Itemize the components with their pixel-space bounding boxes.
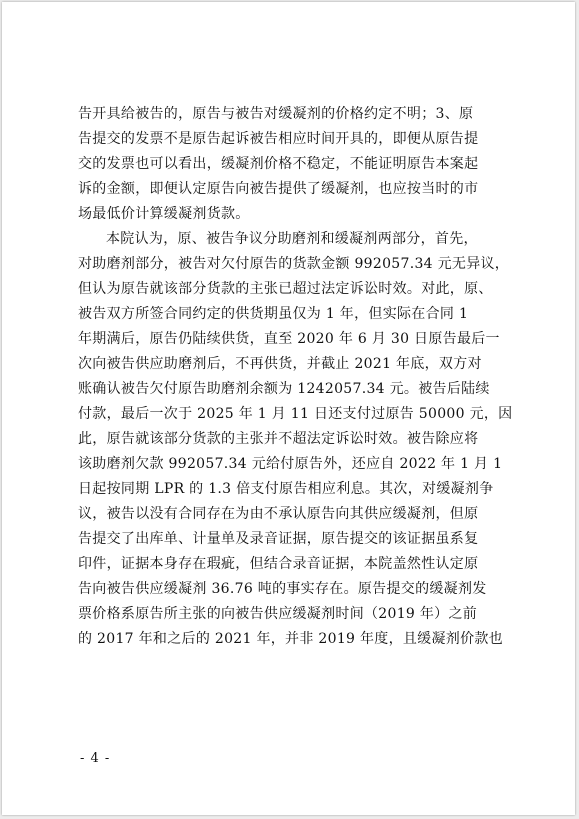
text-line: 交的发票也可以看出，缓凝剂价格不稳定，不能证明原告本案起 xyxy=(78,156,479,172)
text-line: 诉的金额，即便认定原告向被告提供了缓凝剂，也应按当时的市 xyxy=(78,181,479,197)
text-line: 该助磨剂欠款 992057.34 元给付原告外，还应自 2022 年 1 月 1 xyxy=(78,456,503,472)
paragraph-first-line: 本院认为，原、被告争议分助磨剂和缓凝剂两部分，首先， xyxy=(106,231,478,247)
text-line: 告提交的发票不是原告起诉被告相应时间开具的，即便从原告提 xyxy=(78,131,479,147)
text-line: 的 2017 年和之后的 2021 年，并非 2019 年度，且缓凝剂价款也 xyxy=(78,631,503,647)
text-line: 告向被告供应缓凝剂 36.76 吨的事实存在。原告提交的缓凝剂发 xyxy=(78,581,487,597)
text-line: 日起按同期 LPR 的 1.3 倍支付原告相应利息。其次，对缓凝剂争 xyxy=(78,481,494,497)
text-line: 告提交了出库单、计量单及录音证据，原告提交的该证据虽系复 xyxy=(78,531,479,547)
text-line: 对助磨剂部分，被告对欠付原告的货款金额 992057.34 元无异议， xyxy=(78,256,510,272)
text-line: 但认为原告就该部分货款的主张已超过法定诉讼时效。对此，原、 xyxy=(78,281,493,297)
text-line: 次向被告供应助磨剂后，不再供货，并截止 2021 年底，双方对 xyxy=(78,356,482,372)
text-line: 此，原告就该部分货款的主张并不超法定诉讼时效。被告除应将 xyxy=(78,431,479,447)
text-line: 告开具给被告的，原告与被告对缓凝剂的价格约定不明；3、原 xyxy=(78,106,474,122)
text-line: 被告双方所签合同约定的供货期虽仅为 1 年，但实际在合同 1 xyxy=(78,306,469,322)
text-line: 年期满后，原告仍陆续供货，直至 2020 年 6 月 30 日原告最后一 xyxy=(78,331,500,347)
text-line: 付款，最后一次于 2025 年 1 月 11 日还支付过原告 50000 元，因 xyxy=(78,406,513,422)
body-text xyxy=(78,102,513,652)
document-page xyxy=(2,2,575,815)
page-number: - 4 - xyxy=(80,751,111,766)
text-line: 议，被告以没有合同存在为由不承认原告向其供应缓凝剂，但原 xyxy=(78,506,479,522)
text-line: 印件，证据本身存在瑕疵，但结合录音证据，本院盖然性认定原 xyxy=(78,556,479,572)
text-line: 票价格系原告所主张的向被告供应缓凝剂时间（2019 年）之前 xyxy=(78,606,478,622)
text-line: 场最低价计算缓凝剂货款。 xyxy=(78,206,250,222)
text-line: 账确认被告欠付原告助磨剂余额为 1242057.34 元。被告后陆续 xyxy=(78,381,490,397)
